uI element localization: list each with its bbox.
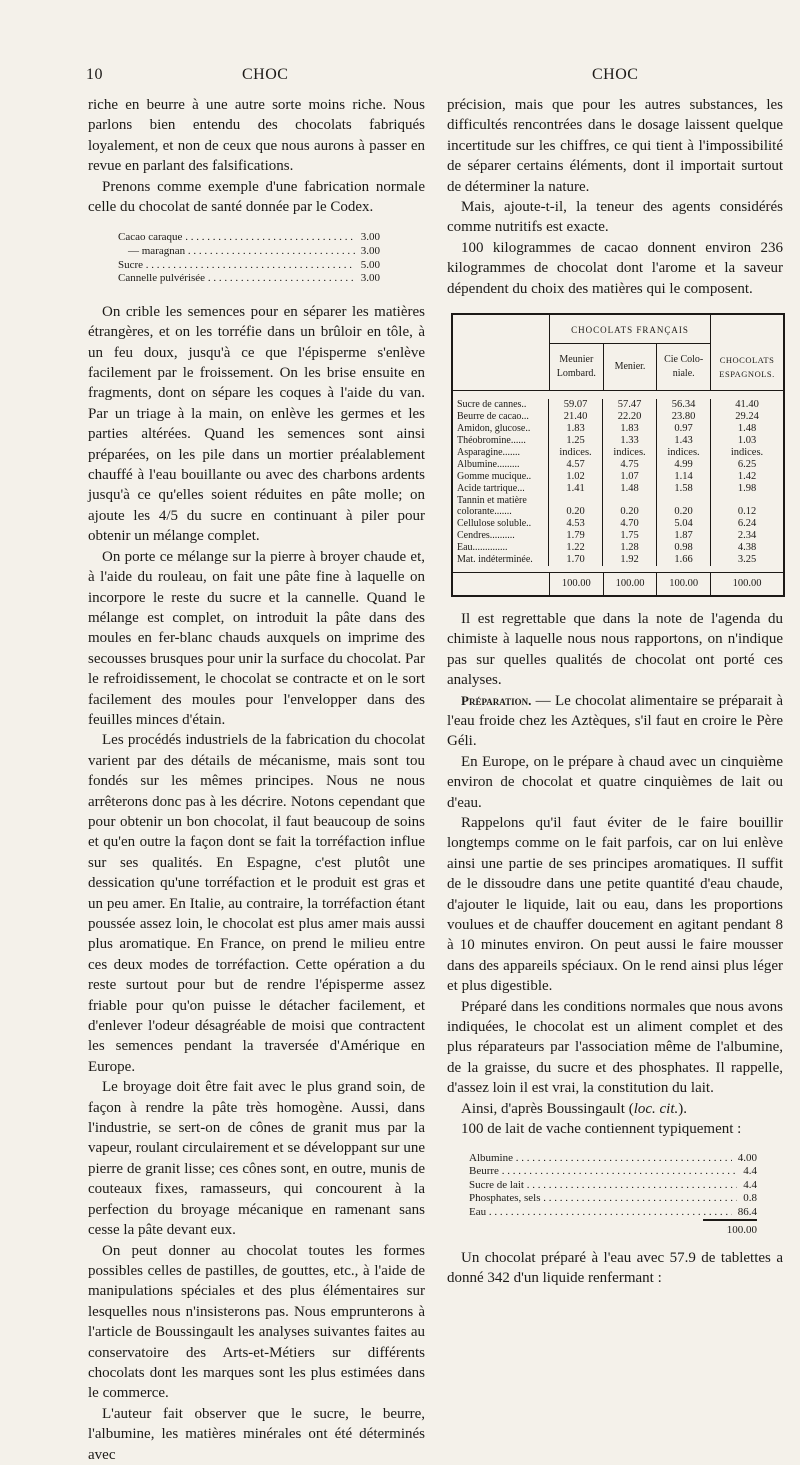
recipe-value: 3.00	[360, 245, 380, 258]
right-paragraph-3: 100 kilogrammes de cacao donnent environ 236 kilogrammes de chocolat dont l'arome et la saveur dépendent du choix des matières qui le composent.	[447, 239, 783, 297]
total-cell: 100.00	[657, 573, 711, 595]
table-cell: 1.83	[620, 423, 639, 435]
recipe-row	[118, 259, 380, 273]
table-group-header-row	[453, 315, 783, 344]
table-cell	[549, 495, 602, 507]
recipe-label: Sucre . . .	[118, 259, 355, 273]
total-cell: 100.00	[604, 573, 658, 595]
right-paragraph-7: Rappelons qu'il faut éviter de le faire bouillir longtemps comme on le fait parfois, car on lui enlève ainsi une partie de ses principes aromatiques. Il suffit de le dissoudre dans une petite quantité d'eau chaude, d'ajouter le liquide, lait ou eau, dans les proportions voulues et de chauffer doucement en agitant pendant 8 à 10 minutes environ. On peut aussi le faire mousser dans des appareils spéciaux. On le rend ainsi plus léger et plus digestible.	[447, 815, 783, 995]
left-paragraph-1: riche en beurre à une autre sorte moins riche. Nous parlons bien entendu des chocolats fabriqués loyalement, et non de ceux que nous aurons à passer en revue en parlant des falsifications.	[88, 97, 425, 175]
table-cell: 1.48	[737, 423, 757, 435]
table-cell: 1.07	[620, 470, 639, 482]
table-cell: 0.12	[737, 506, 757, 518]
table-cell: 0.98	[674, 542, 693, 554]
recipe-label: Cannelle pulvérisée . . .	[118, 272, 355, 286]
milk-label: Sucre de lait . . .	[469, 1179, 737, 1193]
table-row-label: Cendres..........	[457, 530, 515, 542]
table-cell: indices.	[559, 447, 592, 459]
milk-row	[469, 1206, 757, 1220]
right-paragraph-11: Un chocolat préparé à l'eau avec 57.9 de tablettes a donné 342 d'un liquide renfermant :	[447, 1250, 783, 1287]
column-values	[657, 399, 711, 565]
table-cell: 56.34	[671, 399, 696, 411]
table-cell: 21.40	[563, 411, 588, 423]
right-paragraph-8: Préparé dans les conditions normales que nous avons indiquées, le chocolat est un aliment complet et des plus réparateurs par l'association même de l'albumine, de la graisse, du sucre et des phosphates. Il rappelle, d'assez loin il est vrai, la constitution du lait.	[447, 998, 783, 1097]
table-row-label: Gomme mucique..	[457, 470, 532, 482]
table-cell: 2.34	[737, 530, 757, 542]
left-paragraph-5: Les procédés industriels de la fabrication du chocolat varient par des détails de mécanisme, mais sont tou fondés sur les mêmes principes. Nous ne nous arrêterons donc pas à les décrire. Notons cependant que pour obtenir un bon chocolat, il faut beaucoup de soins et qu'en outre la façon dont se fait la torréfaction influe sur ses qualités. En Espagne, c'est plutôt une dessication qu'une torréfaction et le produit est gras et un peu amer. En Italie, au contraire, la torréfaction étant poussée assez loin, le chocolat est plus amer mais aussi plus aromatique. En France, on prend le milieu entre ces deux modes de torréfaction. Cette opération a du reste surtout pour but de rendre l'épisperme assez friable pour qu'on puisse le détacher facilement, et d'enlever l'odeur désagréable de moisi que contractent les semences pendant la traversée d'Amérique en Europe.	[88, 732, 425, 1075]
citation-lead: Ainsi, d'après Boussingault (	[461, 1100, 634, 1117]
milk-value: 4.4	[743, 1178, 757, 1191]
table-cell: 1.79	[566, 530, 585, 542]
milk-label: Beurre . . .	[469, 1165, 737, 1179]
chocolate-analysis-table	[451, 313, 785, 597]
milk-row	[469, 1165, 757, 1179]
table-totals-row	[453, 572, 783, 595]
table-row-label: Albumine.........	[457, 458, 520, 470]
right-column	[447, 95, 783, 1289]
table-cell: 1.03	[737, 435, 757, 447]
table-cell: 4.53	[566, 518, 585, 530]
table-cell: 0.97	[674, 423, 693, 435]
table-cell: indices.	[667, 447, 700, 459]
table-cell: indices.	[730, 447, 764, 459]
table-cell: 1.98	[737, 482, 757, 494]
table-cell: 1.83	[566, 423, 585, 435]
table-cell: 4.38	[737, 542, 757, 554]
table-cell: 1.58	[674, 482, 693, 494]
table-cell	[603, 495, 656, 507]
table-cell: 1.92	[620, 554, 639, 566]
table-cell: 1.25	[566, 435, 585, 447]
left-paragraph-3: On crible les semences pour en séparer les matières étrangères, et on les torréfie dans un brûloir en tôle, à un feu doux, jusqu'à ce que l'épisperme s'enlève facilement par le froissement. On les brise ensuite en fragments, dont on sépare les coques à l'aide du van. Par un triage à la main, on enlève les germes et les parties altérées. Quand les semences sont ainsi préparées, on les pile dans un mortier préalablement chauffé à l'eau bouillante ou avec des charbons ardents jusqu'à ce qu'elles soient réduites en pâte molle; on ajoute les 4/5 du sucre en continuant à piler pour obtenir un mélange complet.	[88, 303, 425, 545]
table-cell: 5.04	[674, 518, 693, 530]
table-cell: 1.87	[674, 530, 693, 542]
table-cell: 1.66	[674, 554, 693, 566]
table-cell: indices.	[613, 447, 646, 459]
table-row-label: Théobromine......	[457, 435, 526, 447]
column-values	[549, 399, 603, 565]
table-cell: 6.25	[737, 458, 757, 470]
right-paragraph-9	[447, 1099, 783, 1119]
milk-value: 0.8	[743, 1192, 757, 1205]
right-paragraph-6: En Europe, on le prépare à chaud avec un cinquième environ de chocolat et quatre cinquièmes de lait ou d'eau.	[447, 753, 783, 811]
table-cell: 6.24	[737, 518, 757, 530]
table-cell: 1.33	[620, 435, 639, 447]
table-cell: 0.20	[620, 506, 639, 518]
table-cell: 1.70	[566, 554, 585, 566]
page-number: 10	[86, 66, 103, 83]
table-cell: 57.47	[617, 399, 642, 411]
left-paragraph-7: On peut donner au chocolat toutes les formes possibles celles de pastilles, de gouttes, etc., à l'aide de manipulations spéciales et des plus élémentaires sur lesquelles nous n'insisterons pas. Nous emprunterons à l'article de Boussingault les analyses suivantes faites au conservatoire des Arts-et-Métiers sur différents chocolats dont les marques sont les plus estimées dans le commerce.	[88, 1242, 425, 1402]
codex-recipe-list	[118, 231, 380, 285]
column-header: Menier.	[604, 344, 658, 390]
milk-value: 4.00	[737, 1151, 757, 1164]
column-values	[603, 399, 657, 565]
milk-value: 4.4	[743, 1165, 757, 1178]
column-header: Cie Colo-niale.	[657, 344, 711, 390]
recipe-value: 3.00	[360, 272, 380, 285]
table-row-label: Amidon, glucose..	[457, 423, 531, 435]
table-cell	[657, 495, 710, 507]
milk-composition-list	[469, 1152, 757, 1239]
table-cell: 1.43	[674, 435, 693, 447]
table-cell: 4.70	[620, 518, 639, 530]
table-cell: 0.20	[674, 506, 693, 518]
table-cell: 4.57	[566, 458, 585, 470]
recipe-value: 5.00	[360, 258, 380, 271]
left-paragraph-8: L'auteur fait observer que le sucre, le beurre, l'albumine, les matières minérales ont été déterminés avec	[88, 1405, 425, 1463]
recipe-value: 3.00	[360, 231, 380, 244]
table-cell: 29.24	[735, 411, 759, 423]
right-paragraph-2: Mais, ajoute-t-il, la teneur des agents considérés comme nutritifs est exacte.	[447, 199, 783, 236]
milk-label: Phosphates, sels . . .	[469, 1192, 737, 1206]
table-row-label: colorante.......	[457, 506, 512, 518]
table-cell: 4.99	[674, 458, 693, 470]
milk-value: 86.4	[737, 1205, 757, 1218]
table-column-headers	[453, 344, 783, 391]
table-cell: 0.20	[566, 506, 585, 518]
table-cell: 23.80	[671, 411, 696, 423]
left-paragraph-6: Le broyage doit être fait avec le plus grand soin, de façon à rendre la pâte très homogène. Aussi, dans l'industrie, se sert-on de cônes de granit mus par la vapeur, roulant circulairement et se développant sur une pierre de granit lisse; ces cônes sont, en outre, munis de couteaux fixes, ramasseurs, qui concourent à la perfection du broyage mécanique en ramenant sans cesse la pâte devant eux.	[88, 1079, 425, 1239]
preparation-text: — Le chocolat alimentaire se préparait à l'eau froide chez les Aztèques, s'il faut en croire le Père Géli.	[447, 692, 783, 750]
total-cell: 100.00	[550, 573, 604, 595]
table-body	[453, 391, 783, 571]
milk-total: 100.00	[703, 1219, 757, 1238]
right-paragraph-10: 100 de lait de vache contiennent typiquement :	[461, 1121, 742, 1138]
milk-label: Eau . . .	[469, 1206, 732, 1220]
recipe-label: — maragnan . . .	[118, 245, 355, 259]
citation: loc. cit.	[633, 1100, 679, 1117]
recipe-label: Cacao caraque . . .	[118, 231, 355, 245]
recipe-row	[118, 272, 380, 286]
table-row-label: Acide tartrique...	[457, 482, 525, 494]
table-cell: 22.20	[617, 411, 642, 423]
table-row-label: Beurre de cacao...	[457, 411, 529, 423]
table-cell: 1.22	[566, 542, 585, 554]
table-cell: 1.02	[566, 470, 585, 482]
left-running-title: CHOC	[242, 66, 289, 83]
table-row-label: Mat. indéterminée.	[457, 554, 533, 566]
milk-row	[469, 1179, 757, 1193]
table-cell: 1.42	[737, 470, 757, 482]
milk-row	[469, 1152, 757, 1166]
column-values	[711, 399, 783, 565]
citation-tail: ).	[678, 1100, 688, 1117]
table-row-label: Cellulose soluble..	[457, 518, 532, 530]
column-header: Meunier Lombard.	[550, 344, 604, 390]
table-row-label: Eau..............	[457, 542, 508, 554]
table-cell: 59.07	[563, 399, 588, 411]
section-runin-heading: Préparation.	[461, 692, 532, 708]
right-running-title: CHOC	[592, 66, 639, 83]
right-paragraph-5	[447, 691, 783, 752]
table-cell: 41.40	[735, 399, 759, 411]
table-cell	[711, 495, 783, 507]
table-cell: 1.28	[620, 542, 639, 554]
table-cell: 1.14	[674, 470, 693, 482]
left-paragraph-2: Prenons comme exemple d'une fabrication normale celle du chocolat de santé donnée par le Codex.	[88, 178, 425, 216]
table-cell: 1.75	[620, 530, 639, 542]
milk-label: Albumine . . .	[469, 1152, 732, 1166]
recipe-row	[118, 231, 380, 245]
table-cell: 1.41	[566, 482, 585, 494]
french-chocolates-header: CHOCOLATS FRANÇAIS	[550, 315, 710, 344]
right-paragraph-1: précision, mais que pour les autres substances, les difficultés rencontrées dans le dosage laissent quelque incertitude sur les chiffres, ce qui tient à l'impossibilité de séparer certains éléments, dont il importait surtout de déterminer la nature.	[447, 97, 783, 195]
right-paragraph-4: Il est regrettable que dans la note de l'agenda du chimiste à laquelle nous nous rapportons, on n'indique pas sur quelles qualités de chocolat ont porté ces analyses.	[447, 610, 783, 689]
total-cell: 100.00	[732, 577, 762, 589]
row-labels	[453, 399, 549, 565]
table-row-label: Tannin et matière	[457, 494, 527, 506]
left-paragraph-4: On porte ce mélange sur la pierre à broyer chaude et, à l'aide du rouleau, on fait une pâte fine à laquelle on incorpore le reste du sucre et la cannelle. Quand le mélange est complet, on introduit la pâte dans des moules en fer-blanc chauds auxquels on imprime des secousses brusques pour unir la surface du chocolat. Par le refroidissement, le chocolat se contracte et on le sort facilement des moules pour l'envelopper dans des feuilles minces d'étain.	[88, 548, 425, 728]
table-cell: 4.75	[620, 458, 639, 470]
table-row-label: Asparagine.......	[457, 447, 521, 459]
recipe-row	[118, 245, 380, 259]
table-row-label: Sucre de cannes..	[457, 399, 527, 411]
table-cell: 1.48	[620, 482, 639, 494]
column-header: CHOCOLATS ESPAGNOLS.	[719, 355, 775, 380]
milk-row	[469, 1192, 757, 1206]
table-cell: 3.25	[737, 554, 757, 566]
left-column	[88, 95, 425, 1465]
